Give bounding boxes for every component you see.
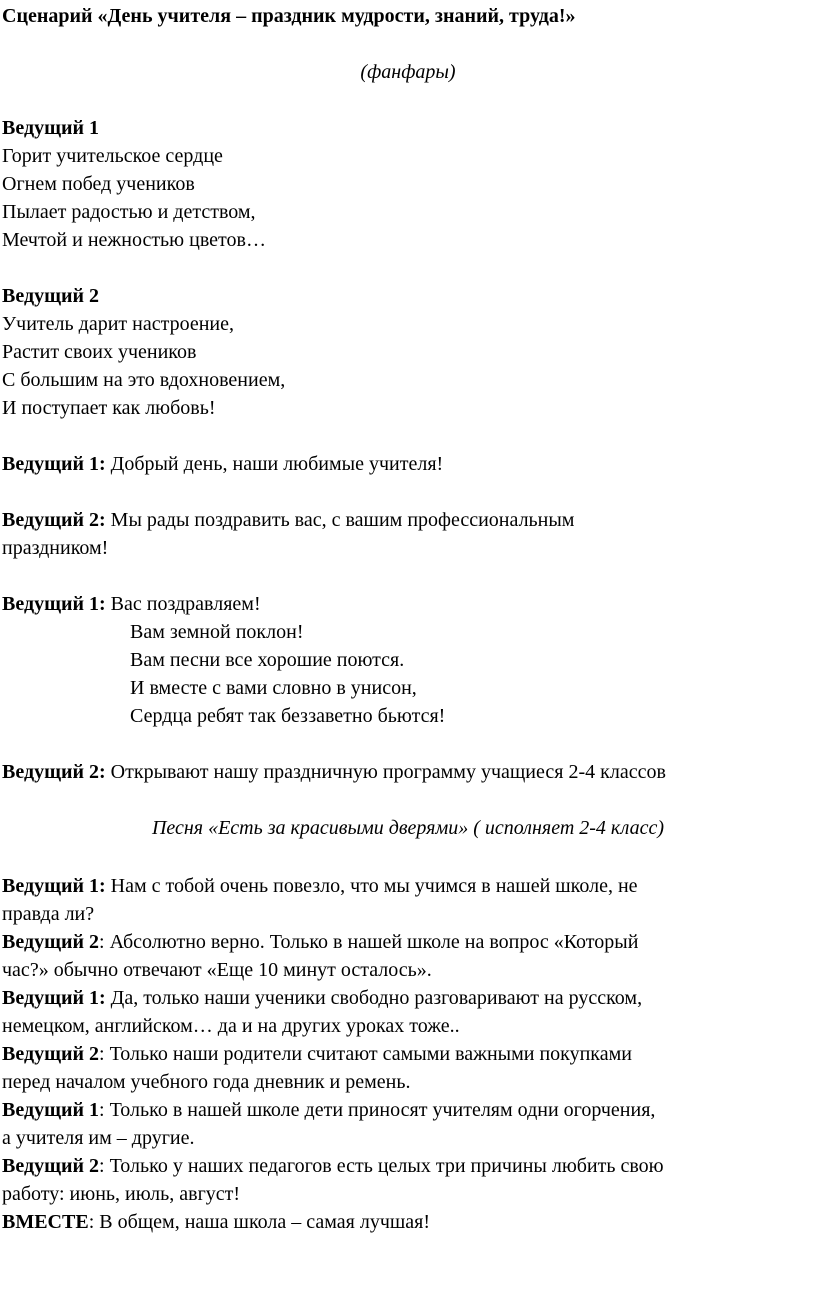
- dialogue-continuation: правда ли?: [2, 903, 95, 925]
- dialogue-line: Ведущий 2: Только наши родители считают самыми важными покупками: [2, 1043, 632, 1065]
- dialogue-continuation: а учителя им – другие.: [2, 1127, 195, 1149]
- dialogue-continuation: праздником!: [2, 537, 109, 559]
- poem-line: С большим на это вдохновением,: [2, 369, 286, 391]
- speaker-heading: Ведущий 2: [2, 285, 100, 307]
- dialogue-line: Ведущий 1: Только в нашей школе дети приносят учителям одни огорчения,: [2, 1099, 656, 1121]
- speaker-heading: Ведущий 1: [2, 117, 100, 139]
- dialogue-line: Ведущий 1: Да, только наши ученики свободно разговаривают на русском,: [2, 987, 643, 1009]
- dialogue-line: ВМЕСТЕ: В общем, наша школа – самая лучшая!: [2, 1211, 431, 1233]
- dialogue-continuation: работу: июнь, июль, август!: [2, 1183, 241, 1205]
- dialogue-line: Ведущий 2: Открывают нашу праздничную программу учащиеся 2-4 классов: [2, 761, 666, 783]
- poem-line: И поступает как любовь!: [2, 397, 216, 419]
- dialogue-line: Ведущий 1: Нам с тобой очень повезло, что мы учимся в нашей школе, не: [2, 875, 638, 897]
- poem-line: Пылает радостью и детством,: [2, 201, 256, 223]
- poem-line: Сердца ребят так беззаветно бьются!: [130, 705, 446, 727]
- poem-line: Учитель дарит настроение,: [2, 313, 234, 335]
- dialogue-line: Ведущий 2: Только у наших педагогов есть целых три причины любить свою: [2, 1155, 664, 1177]
- dialogue-continuation: немецком, английском… да и на других уроках тоже..: [2, 1015, 460, 1037]
- dialogue-line: Ведущий 1: Вас поздравляем!: [2, 593, 261, 615]
- dialogue-continuation: перед началом учебного года дневник и ремень.: [2, 1071, 411, 1093]
- dialogue-line: Ведущий 1: Добрый день, наши любимые учителя!: [2, 453, 444, 475]
- poem-line: И вместе с вами словно в унисон,: [130, 677, 417, 699]
- poem-line: Горит учительское сердце: [2, 145, 223, 167]
- dialogue-continuation: час?» обычно отвечают «Еще 10 минут осталось».: [2, 959, 432, 981]
- poem-line: Огнем побед учеников: [2, 173, 195, 195]
- song-title: Песня «Есть за красивыми дверями» ( исполняет 2-4 класс): [151, 817, 665, 839]
- poem-line: Растит своих учеников: [2, 341, 197, 363]
- poem-line: Вам земной поклон!: [130, 621, 304, 643]
- doc-title: Сценарий «День учителя – праздник мудрости, знаний, труда!»: [2, 5, 576, 27]
- poem-line: Вам песни все хорошие поются.: [130, 649, 405, 671]
- dialogue-line: Ведущий 2: Абсолютно верно. Только в нашей школе на вопрос «Который: [2, 931, 639, 953]
- stage-direction-fanfare: (фанфары): [360, 61, 456, 83]
- dialogue-line: Ведущий 2: Мы рады поздравить вас, с вашим профессиональным: [2, 509, 575, 531]
- poem-line: Мечтой и нежностью цветов…: [2, 229, 266, 251]
